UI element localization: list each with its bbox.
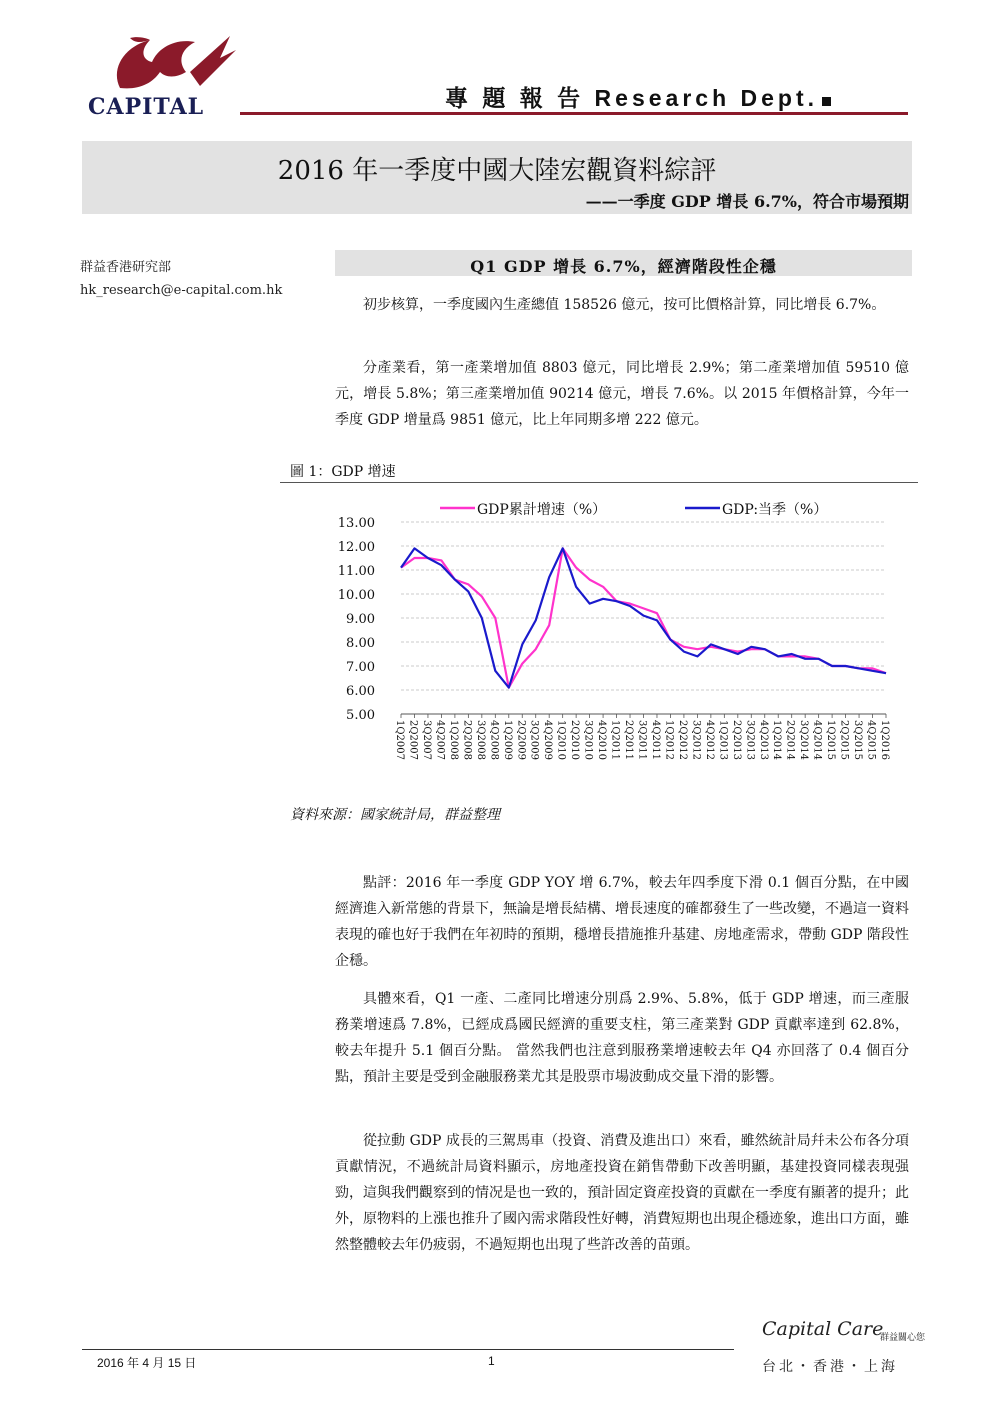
main-title: 2016 年一季度中國大陸宏觀資料綜評 — [277, 156, 717, 186]
x-tick-label: 1Q2013 — [717, 720, 729, 761]
comment-paragraph-3: 從拉動 GDP 成長的三駕馬車（投資、消費及進出口）來看，雖然統計局幷未公布各分項貢獻情況，不過統計局資料顯示，房地產投資在銷售帶動下改善明顯，基建投資同樣表現强勁，這與我們觀察到的情况是也一致的，預計固定資産投資的貢獻在一季度有顯著的提升；此外，原物料的上漲也推升了國內需求階段性好轉，消費短期也出現企穩迹象，進出口方面，雖然整體較去年仍疲弱，不過短期也出現了些許改善的苗頭。 — [335, 1133, 909, 1253]
x-tick-label: 2Q2008 — [461, 720, 473, 761]
x-tick-label: 2Q2010 — [569, 720, 581, 761]
y-tick-label: 13.00 — [337, 516, 375, 531]
y-tick-label: 12.00 — [337, 540, 375, 555]
x-tick-label: 3Q2012 — [690, 720, 702, 761]
x-tick-label: 3Q2015 — [852, 720, 864, 761]
y-tick-label: 9.00 — [346, 612, 375, 627]
x-tick-label: 4Q2014 — [811, 720, 823, 761]
x-tick-label: 4Q2013 — [757, 720, 769, 761]
sidebar-dept: 群益香港研究部 — [80, 260, 172, 275]
x-tick-label: 4Q2010 — [596, 720, 608, 761]
gdp-growth-chart — [280, 492, 910, 792]
y-tick-label: 11.00 — [337, 564, 375, 579]
x-tick-label: 1Q2012 — [663, 720, 675, 761]
footer-brand-cn: 群益關心您 — [880, 1333, 926, 1343]
section-paragraph-2: 分產業看，第一產業增加值 8803 億元，同比增長 2.9%；第二產業增加值 59510 億元，增長 5.8%；第三產業增加值 90214 億元，增長 7.6%。以 2015 年價格計算，今年一季度 GDP 增量爲 9851 億元，比上年同期多增 222 億元。 — [335, 360, 909, 428]
x-tick-label: 3Q2008 — [474, 720, 486, 761]
x-tick-label: 1Q2014 — [771, 720, 783, 761]
x-tick-label: 1Q2008 — [447, 720, 459, 761]
x-tick-label: 2Q2013 — [730, 720, 742, 761]
x-tick-label: 4Q2015 — [865, 720, 877, 761]
x-tick-label: 4Q2008 — [488, 720, 500, 761]
x-tick-label: 3Q2013 — [744, 720, 756, 761]
y-tick-label: 6.00 — [346, 684, 375, 699]
page-number: 1 — [488, 1354, 495, 1368]
x-tick-label: 4Q2007 — [434, 720, 446, 761]
x-tick-label: 1Q2016 — [879, 720, 890, 761]
square-bullet-icon — [822, 97, 831, 106]
x-tick-label: 2Q2012 — [676, 720, 688, 761]
x-tick-label: 4Q2011 — [649, 720, 661, 761]
comment-paragraph-1: 點評：2016 年一季度 GDP YOY 增 6.7%，較去年四季度下滑 0.1 個百分點，在中國經濟進入新常態的背景下，無論是增長結構、增長速度的確都發生了一些改變，不過這一資料表現的確也好于我們在年初時的預期，穩增長措施推升基建、房地產需求，帶動 GDP 階段性企穩。 — [335, 875, 909, 969]
header-rule — [240, 112, 908, 115]
header-title: 專 題 報 告 Research Dept. — [445, 80, 831, 113]
legend-label-1: GDP累計增速（%） — [477, 502, 607, 518]
section-title: Q1 GDP 增長 6.7%，經濟階段性企穩 — [470, 257, 777, 276]
x-tick-label: 2Q2007 — [407, 720, 419, 761]
figure-rule — [280, 482, 918, 483]
x-tick-label: 2Q2014 — [784, 720, 796, 761]
y-tick-label: 5.00 — [346, 708, 375, 723]
x-tick-label: 3Q2007 — [420, 720, 432, 761]
comment-paragraph-2: 具體來看，Q1 一產、二產同比增速分別爲 2.9%、5.8%，低于 GDP 增速，而三產服務業增速爲 7.8%，已經成爲國民經濟的重要支柱，第三產業對 GDP 貢獻率達到 62.8%，較去年提升 5.1 個百分點。 當然我們也注意到服務業增速較去年 Q4 亦回落了 0.4 個百分點，預計主要是受到金融服務業尤其是股票市場波動成交量下滑的影響。 — [335, 991, 909, 1085]
x-tick-label: 1Q2015 — [825, 720, 837, 761]
y-tick-label: 8.00 — [346, 636, 375, 651]
x-tick-label: 4Q2012 — [703, 720, 715, 761]
x-tick-label: 1Q2011 — [609, 720, 621, 761]
y-tick-label: 10.00 — [337, 588, 375, 603]
x-tick-label: 3Q2010 — [582, 720, 594, 761]
figure-label: 圖 1：GDP 增速 — [290, 464, 396, 480]
footer-cities: 台北・香港・上海 — [762, 1359, 898, 1375]
y-tick-label: 7.00 — [346, 660, 375, 675]
x-tick-label: 1Q2007 — [394, 720, 405, 761]
footer-date: 2016 年 4 月 15 日 — [97, 1356, 197, 1370]
footer-brand: Capital Care — [762, 1318, 884, 1340]
sidebar-email: hk_research@e-capital.com.hk — [80, 283, 283, 298]
x-tick-label: 2Q2009 — [515, 720, 527, 761]
x-tick-label: 1Q2009 — [501, 720, 513, 761]
logo-wordmark: CAPITAL — [88, 94, 205, 120]
x-tick-label: 2Q2015 — [838, 720, 850, 761]
footer-rule — [82, 1349, 734, 1350]
figure-source: 資料來源：國家統計局，群益整理 — [290, 807, 500, 823]
section-paragraph-1: 初步核算，一季度國內生產總值 158526 億元，按可比價格計算，同比增長 6.7%。 — [363, 297, 886, 313]
sub-title: ——一季度 GDP 增長 6.7%，符合市場預期 — [585, 192, 909, 211]
x-tick-label: 4Q2009 — [542, 720, 554, 761]
x-tick-label: 3Q2011 — [636, 720, 648, 761]
x-tick-label: 1Q2010 — [555, 720, 567, 761]
x-tick-label: 3Q2014 — [798, 720, 810, 761]
x-tick-label: 2Q2011 — [623, 720, 635, 761]
legend-label-2: GDP:当季（%） — [722, 502, 828, 518]
x-tick-label: 3Q2009 — [528, 720, 540, 761]
